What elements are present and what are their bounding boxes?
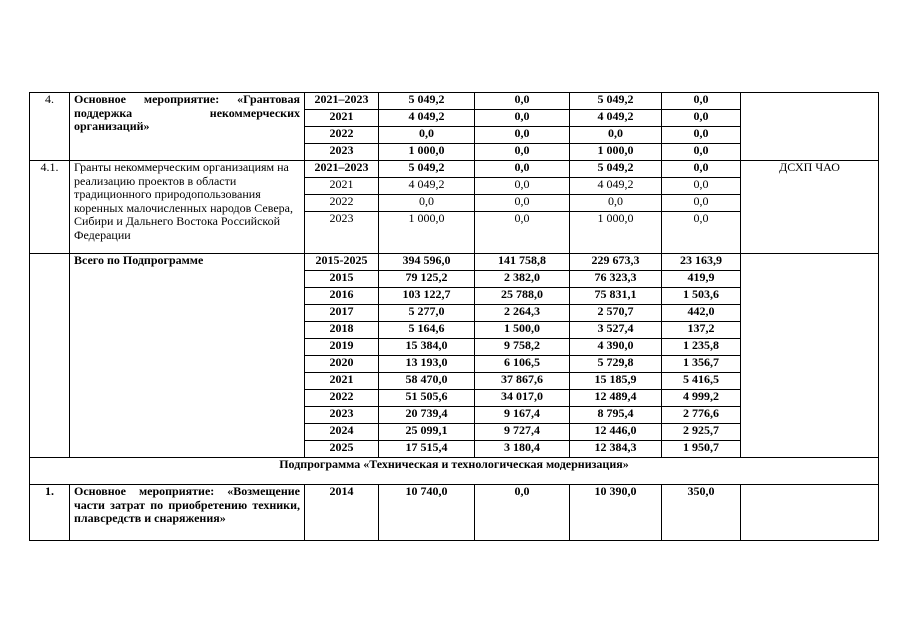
value-cell: 5 277,0 xyxy=(379,305,475,322)
value-cell: 1 235,8 xyxy=(662,339,741,356)
value-cell: 8 795,4 xyxy=(570,407,662,424)
value-cell: 0,0 xyxy=(662,195,741,212)
year-cell: 2022 xyxy=(305,390,379,407)
value-cell: 0,0 xyxy=(475,127,570,144)
value-cell: 15 185,9 xyxy=(570,373,662,390)
value-cell: 0,0 xyxy=(379,127,475,144)
year-cell: 2021 xyxy=(305,110,379,127)
activity-title: Основное мероприятие: «Грантовая поддержка некоммерческих организаций» xyxy=(70,93,305,161)
value-cell: 0,0 xyxy=(379,195,475,212)
value-cell: 75 831,1 xyxy=(570,288,662,305)
value-cell: 0,0 xyxy=(662,178,741,195)
value-cell: 58 470,0 xyxy=(379,373,475,390)
value-cell: 1 356,7 xyxy=(662,356,741,373)
value-cell: 4 049,2 xyxy=(570,110,662,127)
activity-title: Гранты некоммерческим организациям на реализацию проектов в области традиционного природопользования коренных малочисленных народов Севера, Сибири и Дальнего Востока Российской Федерации xyxy=(70,161,305,254)
value-cell: 0,0 xyxy=(570,127,662,144)
row-number: 1. xyxy=(30,485,70,541)
value-cell: 9 727,4 xyxy=(475,424,570,441)
value-cell: 1 503,6 xyxy=(662,288,741,305)
value-cell: 0,0 xyxy=(662,110,741,127)
value-cell: 10 740,0 xyxy=(379,485,475,541)
value-cell: 13 193,0 xyxy=(379,356,475,373)
value-cell: 17 515,4 xyxy=(379,441,475,458)
value-cell: 2 382,0 xyxy=(475,271,570,288)
value-cell: 34 017,0 xyxy=(475,390,570,407)
total-title: Всего по Подпрограмме xyxy=(70,254,305,458)
executor-cell xyxy=(741,254,879,458)
value-cell: 5 049,2 xyxy=(570,161,662,178)
value-cell: 3 527,4 xyxy=(570,322,662,339)
value-cell: 4 049,2 xyxy=(570,178,662,195)
value-cell: 5 416,5 xyxy=(662,373,741,390)
value-cell: 5 049,2 xyxy=(379,93,475,110)
year-cell: 2021–2023 xyxy=(305,93,379,110)
year-cell: 2023 xyxy=(305,212,379,254)
value-cell: 20 739,4 xyxy=(379,407,475,424)
row-number: 4.1. xyxy=(30,161,70,254)
value-cell: 4 049,2 xyxy=(379,110,475,127)
value-cell: 0,0 xyxy=(475,485,570,541)
value-cell: 394 596,0 xyxy=(379,254,475,271)
value-cell: 76 323,3 xyxy=(570,271,662,288)
year-cell: 2015-2025 xyxy=(305,254,379,271)
year-cell: 2022 xyxy=(305,127,379,144)
value-cell: 15 384,0 xyxy=(379,339,475,356)
value-cell: 350,0 xyxy=(662,485,741,541)
value-cell: 9 167,4 xyxy=(475,407,570,424)
value-cell: 1 000,0 xyxy=(379,144,475,161)
value-cell: 0,0 xyxy=(570,195,662,212)
value-cell: 1 000,0 xyxy=(570,144,662,161)
value-cell: 12 446,0 xyxy=(570,424,662,441)
value-cell: 5 164,6 xyxy=(379,322,475,339)
value-cell: 10 390,0 xyxy=(570,485,662,541)
year-cell: 2024 xyxy=(305,424,379,441)
value-cell: 12 489,4 xyxy=(570,390,662,407)
value-cell: 0,0 xyxy=(475,178,570,195)
value-cell: 0,0 xyxy=(475,110,570,127)
value-cell: 0,0 xyxy=(475,93,570,110)
value-cell: 229 673,3 xyxy=(570,254,662,271)
table-row xyxy=(30,485,879,541)
value-cell: 5 049,2 xyxy=(379,161,475,178)
table-row xyxy=(30,254,879,271)
table-row xyxy=(30,458,879,485)
value-cell: 1 000,0 xyxy=(379,212,475,254)
value-cell: 0,0 xyxy=(475,195,570,212)
value-cell: 3 180,4 xyxy=(475,441,570,458)
executor-cell: ДСХП ЧАО xyxy=(741,161,879,254)
value-cell: 12 384,3 xyxy=(570,441,662,458)
value-cell: 0,0 xyxy=(662,212,741,254)
value-cell: 0,0 xyxy=(662,161,741,178)
value-cell: 442,0 xyxy=(662,305,741,322)
value-cell: 1 500,0 xyxy=(475,322,570,339)
year-cell: 2020 xyxy=(305,356,379,373)
value-cell: 9 758,2 xyxy=(475,339,570,356)
value-cell: 0,0 xyxy=(662,127,741,144)
value-cell: 137,2 xyxy=(662,322,741,339)
year-cell: 2016 xyxy=(305,288,379,305)
value-cell: 419,9 xyxy=(662,271,741,288)
year-cell: 2022 xyxy=(305,195,379,212)
table-row xyxy=(30,93,879,110)
value-cell: 1 000,0 xyxy=(570,212,662,254)
year-cell: 2015 xyxy=(305,271,379,288)
value-cell: 2 264,3 xyxy=(475,305,570,322)
value-cell: 2 570,7 xyxy=(570,305,662,322)
year-cell: 2021–2023 xyxy=(305,161,379,178)
year-cell: 2017 xyxy=(305,305,379,322)
value-cell: 2 925,7 xyxy=(662,424,741,441)
table-row xyxy=(30,161,879,178)
year-cell: 2019 xyxy=(305,339,379,356)
value-cell: 4 999,2 xyxy=(662,390,741,407)
value-cell: 23 163,9 xyxy=(662,254,741,271)
value-cell: 5 729,8 xyxy=(570,356,662,373)
row-number xyxy=(30,254,70,458)
year-cell: 2014 xyxy=(305,485,379,541)
section-title: Подпрограмма «Техническая и технологическая модернизация» xyxy=(30,458,879,485)
executor-cell xyxy=(741,93,879,161)
year-cell: 2023 xyxy=(305,144,379,161)
value-cell: 103 122,7 xyxy=(379,288,475,305)
value-cell: 25 099,1 xyxy=(379,424,475,441)
executor-cell xyxy=(741,485,879,541)
value-cell: 0,0 xyxy=(475,212,570,254)
value-cell: 6 106,5 xyxy=(475,356,570,373)
value-cell: 37 867,6 xyxy=(475,373,570,390)
value-cell: 4 049,2 xyxy=(379,178,475,195)
value-cell: 5 049,2 xyxy=(570,93,662,110)
value-cell: 1 950,7 xyxy=(662,441,741,458)
value-cell: 79 125,2 xyxy=(379,271,475,288)
year-cell: 2025 xyxy=(305,441,379,458)
year-cell: 2021 xyxy=(305,178,379,195)
budget-table xyxy=(29,92,879,541)
year-cell: 2021 xyxy=(305,373,379,390)
year-cell: 2023 xyxy=(305,407,379,424)
value-cell: 2 776,6 xyxy=(662,407,741,424)
year-cell: 2018 xyxy=(305,322,379,339)
activity-title: Основное мероприятие: «Возмещение части затрат по приобретению техники, плавсредств и снаряжения» xyxy=(70,485,305,541)
value-cell: 0,0 xyxy=(475,144,570,161)
value-cell: 141 758,8 xyxy=(475,254,570,271)
value-cell: 0,0 xyxy=(475,161,570,178)
value-cell: 4 390,0 xyxy=(570,339,662,356)
value-cell: 51 505,6 xyxy=(379,390,475,407)
value-cell: 25 788,0 xyxy=(475,288,570,305)
value-cell: 0,0 xyxy=(662,144,741,161)
value-cell: 0,0 xyxy=(662,93,741,110)
row-number: 4. xyxy=(30,93,70,161)
